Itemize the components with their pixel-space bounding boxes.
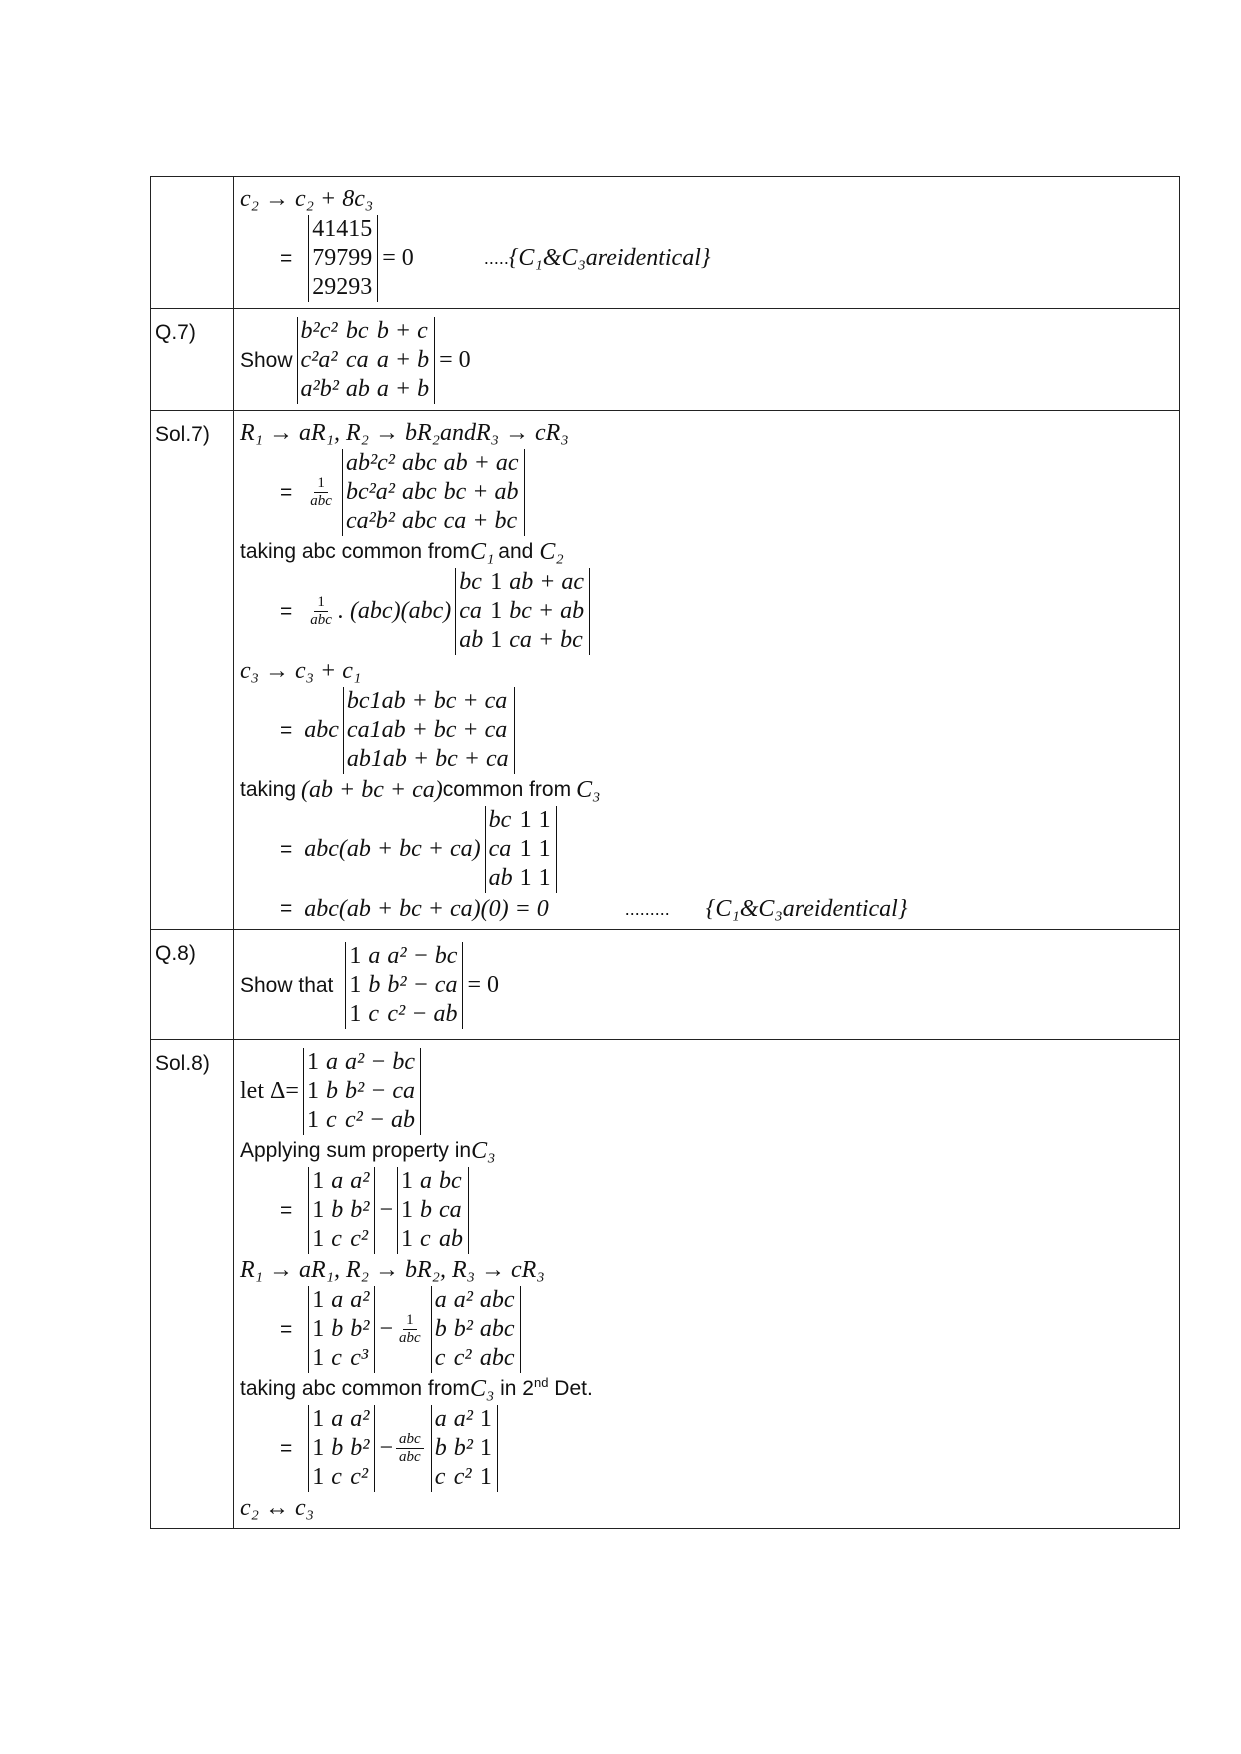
det-cell: ca xyxy=(459,598,482,624)
row-content xyxy=(234,1040,1180,1529)
det-cell: b xyxy=(331,1197,344,1223)
det-cell: 1 xyxy=(538,865,551,891)
det-cell: b²c² xyxy=(300,318,338,344)
det-row: 79799 xyxy=(312,245,373,271)
row-operation: R₁ → aR₁, R₂ → bR₂andR₃ → cR₃ xyxy=(240,419,569,446)
table-row xyxy=(151,930,1180,1040)
det-cell: a xyxy=(325,1049,338,1075)
det-cell: ab xyxy=(459,627,484,653)
fraction xyxy=(396,1312,424,1347)
det-cell: a²b² xyxy=(300,376,339,402)
explanation-text: in 2 xyxy=(494,1377,534,1400)
det-cell: b xyxy=(368,972,381,998)
det-cell: a xyxy=(368,943,381,969)
det-cell: 1 xyxy=(479,1406,492,1432)
det-cell: a + b xyxy=(376,376,430,402)
minus-sign: − xyxy=(379,1316,394,1342)
det-cell: ca xyxy=(345,347,369,373)
det-cell: 1 xyxy=(306,1078,319,1104)
det-cell: c xyxy=(368,1001,380,1027)
row-content xyxy=(234,177,1180,309)
det-cell: c² xyxy=(350,1464,369,1490)
determinant-line xyxy=(240,1167,1173,1254)
math-expression: (ab + bc + ca) xyxy=(301,776,443,803)
det-cell: ab xyxy=(488,865,513,891)
det-cell: 1 xyxy=(312,1435,325,1461)
det-cell: 1 xyxy=(312,1406,325,1432)
det-cell: a xyxy=(331,1406,344,1432)
explanation-text: Det. xyxy=(548,1377,593,1400)
column-operation: c₃ → c₃ + c₁ xyxy=(240,657,362,684)
det-cell: ab + ac xyxy=(509,569,585,595)
fraction-denominator: abc xyxy=(310,493,332,509)
factor: . (abc)(abc) xyxy=(337,598,452,624)
det-cell: b² xyxy=(350,1435,370,1461)
determinant xyxy=(431,1405,498,1492)
equals-sign: = xyxy=(280,1198,293,1222)
det-cell: 1 xyxy=(479,1435,492,1461)
row-label xyxy=(151,177,234,309)
result: = 0 xyxy=(382,245,414,271)
det-cell: 1 xyxy=(306,1049,319,1075)
det-cell: 1 xyxy=(490,627,503,653)
minus-sign: − xyxy=(379,1197,394,1223)
question-prefix: Show that xyxy=(240,973,334,997)
det-cell: ca + bc xyxy=(509,627,583,653)
fraction xyxy=(307,475,335,510)
equals-sign: = xyxy=(280,718,293,742)
det-cell: abc xyxy=(479,1345,515,1371)
det-cell: c xyxy=(325,1107,337,1133)
row-content xyxy=(234,930,1180,1040)
det-cell: 1 xyxy=(490,598,503,624)
det-cell: 1 xyxy=(401,1226,414,1252)
determinant-line xyxy=(240,568,1173,655)
det-cell: a² xyxy=(350,1168,370,1194)
det-cell: 1 xyxy=(401,1168,414,1194)
determinant xyxy=(431,1286,521,1373)
final-line xyxy=(240,895,1173,923)
fraction xyxy=(396,1431,424,1466)
det-cell: 1 xyxy=(312,1345,325,1371)
det-row: ca1ab + bc + ca xyxy=(346,717,508,743)
det-cell: 1 xyxy=(479,1464,492,1490)
dots: ..... xyxy=(483,248,509,268)
det-cell: abc xyxy=(401,479,437,505)
let-line xyxy=(240,1048,1173,1135)
det-cell: 1 xyxy=(349,943,362,969)
factor: abc xyxy=(304,717,339,743)
det-cell: c² − ab xyxy=(344,1107,416,1133)
math-symbol: C₃ xyxy=(576,776,601,803)
table-row xyxy=(151,177,1180,309)
question-prefix: Show xyxy=(240,348,293,372)
explanation-text: taking abc common from xyxy=(240,1377,470,1400)
det-cell: 1 xyxy=(312,1168,325,1194)
det-cell: abc xyxy=(401,450,437,476)
det-cell: 1 xyxy=(312,1226,325,1252)
explanation-text: Applying sum property in xyxy=(240,1139,472,1162)
result: = 0 xyxy=(439,347,471,373)
explanation-text: common from xyxy=(442,778,572,801)
equals-sign: = xyxy=(280,599,293,623)
det-cell: b xyxy=(331,1435,344,1461)
determinant xyxy=(308,1405,375,1492)
det-cell: b xyxy=(420,1197,433,1223)
det-cell: ca²b² xyxy=(345,508,395,534)
row-label: Sol.8) xyxy=(151,1040,234,1529)
det-cell: ca + bc xyxy=(443,508,518,534)
determinant-line xyxy=(240,1286,1173,1373)
det-row: ab1ab + bc + ca xyxy=(346,746,509,772)
det-cell: c² − ab xyxy=(387,1001,458,1027)
det-cell: c xyxy=(420,1226,431,1252)
fraction-numerator: 1 xyxy=(314,475,328,493)
equals-sign: = xyxy=(280,246,293,270)
question-line xyxy=(240,938,1173,1033)
row-content xyxy=(234,309,1180,411)
det-cell: 1 xyxy=(349,972,362,998)
det-cell: a² xyxy=(453,1406,473,1432)
row-operation: R₁ → aR₁, R₂ → bR₂, R₃ → cR₃ xyxy=(240,1256,545,1283)
det-cell: b² xyxy=(350,1197,370,1223)
determinant-line xyxy=(240,1405,1173,1492)
math-symbol: C₁ xyxy=(469,538,495,565)
equals-sign: = xyxy=(280,1317,293,1341)
det-cell: b² − ca xyxy=(387,972,458,998)
table-row xyxy=(151,1040,1180,1529)
determinant xyxy=(345,942,463,1029)
question-line xyxy=(240,317,1173,404)
determinant-line xyxy=(240,215,1173,302)
fraction-numerator: 1 xyxy=(403,1312,417,1330)
det-cell: bc + ab xyxy=(443,479,519,505)
det-cell: 1 xyxy=(312,1316,325,1342)
determinant xyxy=(485,806,557,893)
determinant-line xyxy=(240,687,1173,774)
explanation-line xyxy=(240,1375,1173,1403)
math-symbol: C₃ xyxy=(471,1137,496,1164)
det-cell: a² xyxy=(350,1287,370,1313)
determinant xyxy=(455,568,590,655)
det-cell: a² − bc xyxy=(344,1049,416,1075)
determinant xyxy=(303,1048,421,1135)
result: = 0 xyxy=(467,972,499,998)
det-cell: ab + ac xyxy=(443,450,519,476)
row-label: Q.7) xyxy=(151,309,234,411)
det-cell: a² − bc xyxy=(387,943,458,969)
column-operation: c₂ → c₂ + 8c₃ xyxy=(240,185,374,212)
det-cell: bc + ab xyxy=(509,598,585,624)
det-cell: c² xyxy=(453,1464,472,1490)
minus-sign: − xyxy=(379,1435,394,1461)
determinant xyxy=(343,687,515,774)
explanation-line xyxy=(240,776,1173,804)
det-cell: a xyxy=(434,1287,447,1313)
det-cell: b² xyxy=(453,1316,473,1342)
determinant-line xyxy=(240,806,1173,893)
table-row xyxy=(151,309,1180,411)
explanation-line xyxy=(240,538,1173,566)
det-cell: ca xyxy=(488,836,512,862)
det-cell: 1 xyxy=(538,807,551,833)
det-cell: 1 xyxy=(490,569,503,595)
det-cell: 1 xyxy=(519,865,532,891)
det-cell: bc xyxy=(439,1168,462,1194)
final-result: abc(ab + bc + ca)(0) = 0 xyxy=(304,895,549,922)
fraction-denominator: abc xyxy=(310,612,332,628)
reason: {C₁&C₃areidentical} xyxy=(508,245,711,271)
det-cell: 1 xyxy=(519,836,532,862)
equals-sign: = xyxy=(280,897,293,920)
det-cell: ab xyxy=(439,1226,464,1252)
det-cell: b xyxy=(325,1078,338,1104)
det-cell: b xyxy=(331,1316,344,1342)
equals-sign: = xyxy=(280,1436,293,1460)
det-cell: 1 xyxy=(306,1107,319,1133)
fraction-denominator: abc xyxy=(399,1330,421,1346)
row-label: Sol.7) xyxy=(151,411,234,930)
math-symbol: C₃ xyxy=(469,1375,495,1402)
fraction xyxy=(307,594,335,629)
det-cell: bc xyxy=(345,318,369,344)
determinant xyxy=(397,1167,469,1254)
equals-sign: = xyxy=(280,837,293,861)
det-cell: a xyxy=(434,1406,447,1432)
det-cell: bc²a² xyxy=(345,479,395,505)
math-symbol: C₂ xyxy=(539,538,564,565)
let-statement: let Δ= xyxy=(240,1078,299,1104)
column-operation: c₂ ↔ c₃ xyxy=(240,1494,314,1521)
reason: {C₁&C₃areidentical} xyxy=(705,895,908,922)
det-cell: a² xyxy=(350,1406,370,1432)
explanation-line xyxy=(240,1137,1173,1165)
determinant xyxy=(308,1167,375,1254)
det-cell: ab xyxy=(345,376,370,402)
dots: ......... xyxy=(624,898,670,919)
det-cell: a xyxy=(331,1287,344,1313)
det-cell: 1 xyxy=(312,1287,325,1313)
det-cell: c xyxy=(434,1345,446,1371)
det-cell: 1 xyxy=(538,836,551,862)
det-cell: b xyxy=(434,1316,447,1342)
det-cell: abc xyxy=(401,508,437,534)
det-cell: c² xyxy=(453,1345,472,1371)
fraction-denominator: abc xyxy=(399,1449,421,1465)
det-cell: 1 xyxy=(519,807,532,833)
det-cell: a xyxy=(420,1168,433,1194)
det-cell: abc xyxy=(479,1287,515,1313)
det-cell: 1 xyxy=(312,1197,325,1223)
det-cell: bc xyxy=(488,807,512,833)
explanation-text: and xyxy=(498,540,534,563)
determinant xyxy=(342,449,525,536)
fraction-numerator: abc xyxy=(396,1431,424,1449)
det-cell: c³ xyxy=(350,1345,369,1371)
explanation-text: taking abc common from xyxy=(240,540,470,563)
det-row: bc1ab + bc + ca xyxy=(346,688,508,714)
det-cell: a xyxy=(331,1168,344,1194)
det-cell: b² − ca xyxy=(344,1078,416,1104)
det-cell: 1 xyxy=(349,1001,362,1027)
det-cell: c xyxy=(331,1464,342,1490)
equals-sign: = xyxy=(280,480,293,504)
det-cell: b² xyxy=(350,1316,370,1342)
det-cell: a² xyxy=(453,1287,473,1313)
det-cell: c xyxy=(331,1345,342,1371)
det-cell: b xyxy=(434,1435,447,1461)
solutions-table xyxy=(150,176,1180,1529)
det-cell: 1 xyxy=(401,1197,414,1223)
determinant xyxy=(308,215,378,302)
det-row: 29293 xyxy=(312,274,373,300)
row-label: Q.8) xyxy=(151,930,234,1040)
fraction-numerator: 1 xyxy=(314,594,328,612)
det-row: 41415 xyxy=(312,216,373,242)
det-cell: b + c xyxy=(376,318,428,344)
det-cell: abc xyxy=(479,1316,515,1342)
det-cell: c²a² xyxy=(300,347,338,373)
det-cell: c xyxy=(434,1464,446,1490)
det-cell: ca xyxy=(439,1197,462,1223)
row-content xyxy=(234,411,1180,930)
determinant-line xyxy=(240,449,1173,536)
det-cell: b² xyxy=(453,1435,473,1461)
factor: abc(ab + bc + ca) xyxy=(304,836,481,862)
determinant xyxy=(308,1286,375,1373)
det-cell: c xyxy=(331,1226,342,1252)
det-cell: ab²c² xyxy=(345,450,395,476)
table-row xyxy=(151,411,1180,930)
det-cell: a + b xyxy=(376,347,430,373)
determinant xyxy=(297,317,436,404)
det-cell: 1 xyxy=(312,1464,325,1490)
det-cell: c² xyxy=(350,1226,369,1252)
det-cell: bc xyxy=(459,569,482,595)
explanation-text: taking xyxy=(240,778,297,801)
superscript: nd xyxy=(534,1375,549,1390)
